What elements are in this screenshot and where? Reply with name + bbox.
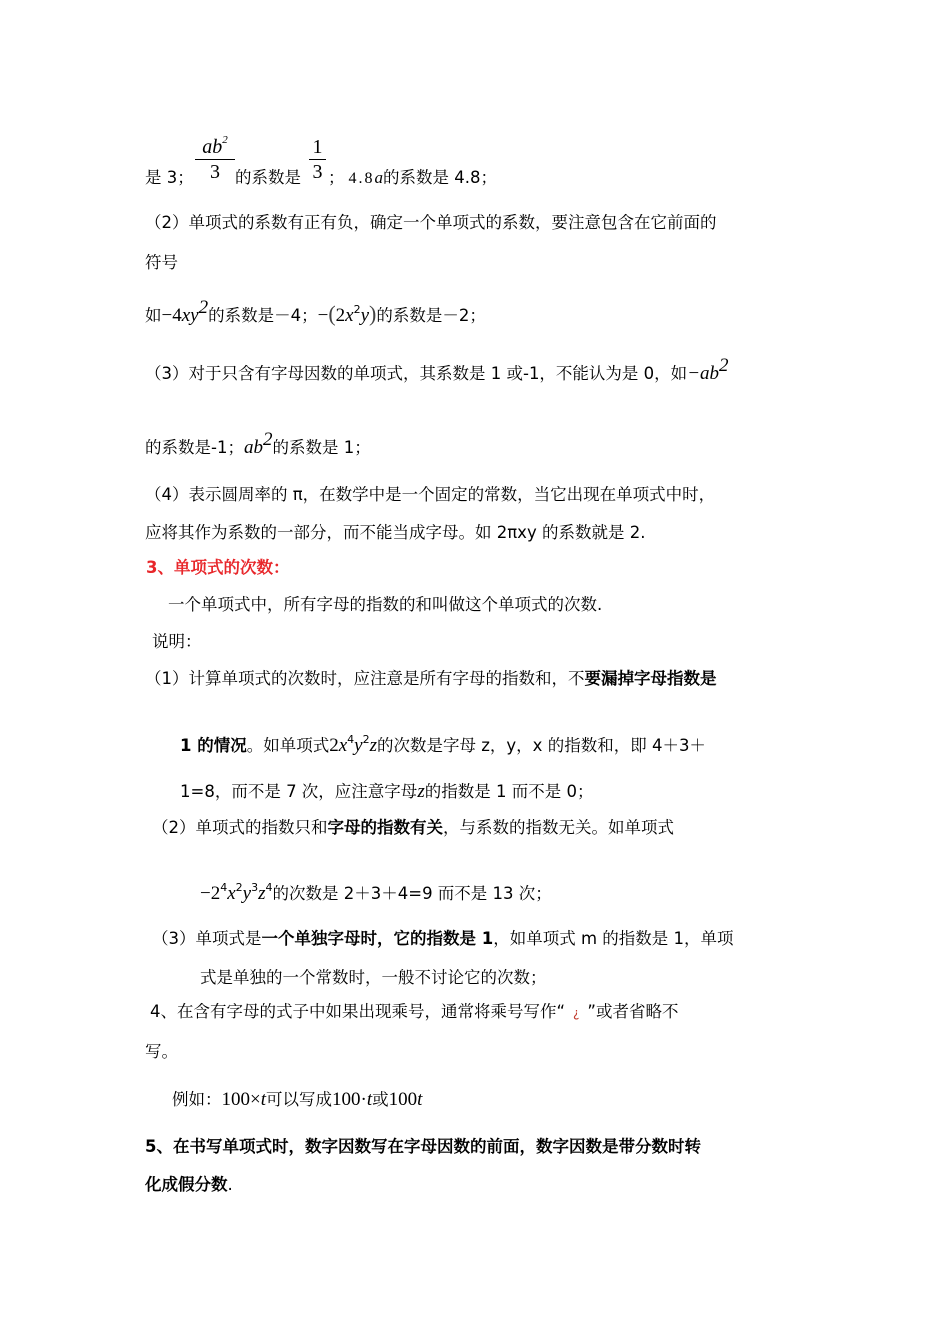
item-1-line-2: 1 的情况。如单项式$2x^4y^2z$的次数是字母 z，y，x 的指数和，即 4＋3＋ [180, 732, 706, 756]
math-neg4: −4 [161, 305, 182, 326]
item-4-line-2: 写。 [145, 1042, 178, 1061]
fraction-one-third: 1 3 [309, 136, 326, 183]
coefficient-examples-line [145, 166, 194, 190]
item-1-line-1: （1）计算单项式的次数时，应注意是所有字母的指数和，不要漏掉字母指数是 [145, 669, 717, 688]
paragraph-3-line-1: （3）对于只含有字母因数的单项式，其系数是 1 或-1，不能认为是 0，如$-ab^2$ [145, 354, 729, 384]
item-3-line-2: 式是单独的一个常数时，一般不讨论它的次数； [200, 968, 547, 987]
paragraph-4-line-1: （4）表示圆周率的 π，在数学中是一个固定的常数，当它出现在单项式中时， [145, 485, 716, 504]
item-2-line-2: $-2^4x^2y^3z^4$的次数是 2＋3＋4=9 而不是 13 次； [200, 880, 552, 904]
item-5-line-2: 化成假分数. [145, 1175, 233, 1194]
item-3-line-1: （3）单项式是一个单独字母时，它的指数是 1，如单项式 m 的指数是 1，单项 [152, 929, 734, 948]
paragraph-4-line-2: 应将其作为系数的一部分，而不能当成字母。如 2πxy 的系数就是 2. [145, 523, 646, 542]
text-segment: ； 4.8a的系数是 4.8； [328, 168, 497, 187]
text-segment: 的系数是 [235, 168, 301, 187]
item-1-line-3: 1=8，而不是 7 次，应注意字母z的指数是 1 而不是 0； [180, 781, 594, 802]
paragraph-2-line-2: 符号 [145, 253, 178, 272]
section-heading-degree: 3、单项式的次数： [146, 558, 290, 577]
fraction-ab2-over-3: $ab^2$ 3 [195, 136, 235, 183]
item-2-line-1: （2）单项式的指数只和字母的指数有关，与系数的指数无关。如单项式 [152, 818, 674, 837]
paragraph-2-line-1: （2）单项式的系数有正有负，确定一个单项式的系数，要注意包含在它前面的 [145, 213, 717, 232]
item-4-line-1: 4、在含有字母的式子中如果出现乘号，通常将乘号写作“ ¿ ”或者省略不 [150, 1002, 679, 1021]
note-label: 说明： [152, 632, 202, 651]
text-segment: 是 3； [145, 168, 194, 187]
negative-coefficient-example: 如$-4xy^2$的系数是－4；$-(2x^2y)$的系数是－2； [145, 296, 486, 326]
paragraph-3-line-2: 的系数是-1；$ab^2$的系数是 1； [145, 428, 371, 458]
degree-definition: 一个单项式中，所有字母的指数的和叫做这个单项式的次数. [168, 595, 603, 614]
multiplication-example: 例如：100×t可以写成100·t或100t [172, 1089, 423, 1110]
item-5-line-1: 5、在书写单项式时，数字因数写在字母因数的前面，数字因数是带分数时转 [145, 1137, 701, 1156]
